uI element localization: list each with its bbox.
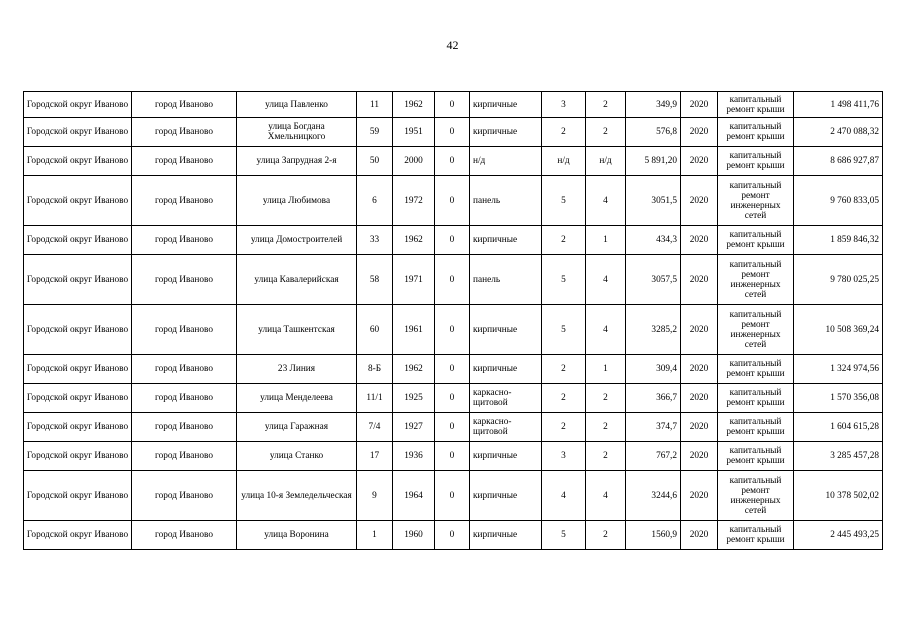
plan-year-cell: 2020	[681, 176, 718, 226]
build-year-cell: 1972	[393, 176, 435, 226]
street-cell: улица Станко	[237, 442, 357, 471]
area-cell: 309,4	[626, 355, 681, 384]
city-cell: город Иваново	[132, 384, 237, 413]
street-cell: улица Павленко	[237, 92, 357, 118]
district-cell: Городской округ Иваново	[24, 176, 132, 226]
entrances-cell: 2	[586, 384, 626, 413]
table-row	[24, 413, 883, 442]
zero-value-cell: 0	[435, 413, 470, 442]
area-cell: 3285,2	[626, 305, 681, 355]
wall-material-cell: кирпичные	[470, 305, 542, 355]
floors-cell: 5	[542, 176, 586, 226]
district-cell: Городской округ Иваново	[24, 92, 132, 118]
build-year-cell: 1925	[393, 384, 435, 413]
house-number-cell: 11/1	[357, 384, 393, 413]
plan-year-cell: 2020	[681, 521, 718, 550]
cost-cell: 1 324 974,56	[794, 355, 883, 384]
zero-value-cell: 0	[435, 226, 470, 255]
entrances-cell: 1	[586, 355, 626, 384]
plan-year-cell: 2020	[681, 226, 718, 255]
table-row	[24, 226, 883, 255]
entrances-cell: н/д	[586, 147, 626, 176]
cost-cell: 1 604 615,28	[794, 413, 883, 442]
work-type-cell: капитальный ремонт инженерных сетей	[718, 305, 794, 355]
house-number-cell: 58	[357, 255, 393, 305]
district-cell: Городской округ Иваново	[24, 471, 132, 521]
cost-cell: 1 498 411,76	[794, 92, 883, 118]
build-year-cell: 1962	[393, 355, 435, 384]
build-year-cell: 1951	[393, 118, 435, 147]
zero-value-cell: 0	[435, 92, 470, 118]
floors-cell: 2	[542, 384, 586, 413]
wall-material-cell: кирпичные	[470, 355, 542, 384]
plan-year-cell: 2020	[681, 442, 718, 471]
district-cell: Городской округ Иваново	[24, 521, 132, 550]
build-year-cell: 1927	[393, 413, 435, 442]
street-cell: улица Гаражная	[237, 413, 357, 442]
zero-value-cell: 0	[435, 442, 470, 471]
house-number-cell: 50	[357, 147, 393, 176]
area-cell: 374,7	[626, 413, 681, 442]
zero-value-cell: 0	[435, 521, 470, 550]
table-row	[24, 305, 883, 355]
area-cell: 366,7	[626, 384, 681, 413]
build-year-cell: 1960	[393, 521, 435, 550]
district-cell: Городской округ Иваново	[24, 384, 132, 413]
area-cell: 349,9	[626, 92, 681, 118]
cost-cell: 8 686 927,87	[794, 147, 883, 176]
build-year-cell: 1962	[393, 92, 435, 118]
floors-cell: 5	[542, 255, 586, 305]
city-cell: город Иваново	[132, 521, 237, 550]
entrances-cell: 4	[586, 176, 626, 226]
street-cell: улица Домостроителей	[237, 226, 357, 255]
area-cell: 3057,5	[626, 255, 681, 305]
house-number-cell: 1	[357, 521, 393, 550]
work-type-cell: капитальный ремонт инженерных сетей	[718, 471, 794, 521]
plan-year-cell: 2020	[681, 384, 718, 413]
street-cell: улица Ташкентская	[237, 305, 357, 355]
cost-cell: 1 570 356,08	[794, 384, 883, 413]
table-row	[24, 255, 883, 305]
city-cell: город Иваново	[132, 442, 237, 471]
cost-cell: 2 470 088,32	[794, 118, 883, 147]
house-number-cell: 17	[357, 442, 393, 471]
entrances-cell: 4	[586, 255, 626, 305]
plan-year-cell: 2020	[681, 471, 718, 521]
table-row	[24, 521, 883, 550]
street-cell: улица Кавалерийская	[237, 255, 357, 305]
repair-register-table	[23, 91, 883, 550]
floors-cell: 4	[542, 471, 586, 521]
district-cell: Городской округ Иваново	[24, 255, 132, 305]
wall-material-cell: н/д	[470, 147, 542, 176]
floors-cell: 5	[542, 305, 586, 355]
entrances-cell: 2	[586, 442, 626, 471]
wall-material-cell: кирпичные	[470, 118, 542, 147]
house-number-cell: 60	[357, 305, 393, 355]
wall-material-cell: панель	[470, 255, 542, 305]
city-cell: город Иваново	[132, 118, 237, 147]
city-cell: город Иваново	[132, 176, 237, 226]
street-cell: улица 10-я Земледельческая	[237, 471, 357, 521]
build-year-cell: 1961	[393, 305, 435, 355]
entrances-cell: 1	[586, 226, 626, 255]
street-cell: 23 Линия	[237, 355, 357, 384]
work-type-cell: капитальный ремонт крыши	[718, 355, 794, 384]
table-row	[24, 176, 883, 226]
work-type-cell: капитальный ремонт крыши	[718, 442, 794, 471]
district-cell: Городской округ Иваново	[24, 355, 132, 384]
city-cell: город Иваново	[132, 147, 237, 176]
district-cell: Городской округ Иваново	[24, 118, 132, 147]
cost-cell: 9 760 833,05	[794, 176, 883, 226]
zero-value-cell: 0	[435, 471, 470, 521]
work-type-cell: капитальный ремонт крыши	[718, 521, 794, 550]
entrances-cell: 2	[586, 521, 626, 550]
table-row	[24, 147, 883, 176]
house-number-cell: 59	[357, 118, 393, 147]
table-row	[24, 471, 883, 521]
city-cell: город Иваново	[132, 305, 237, 355]
plan-year-cell: 2020	[681, 92, 718, 118]
build-year-cell: 1964	[393, 471, 435, 521]
build-year-cell: 1971	[393, 255, 435, 305]
zero-value-cell: 0	[435, 118, 470, 147]
floors-cell: 2	[542, 118, 586, 147]
entrances-cell: 4	[586, 471, 626, 521]
cost-cell: 10 378 502,02	[794, 471, 883, 521]
area-cell: 5 891,20	[626, 147, 681, 176]
floors-cell: н/д	[542, 147, 586, 176]
floors-cell: 2	[542, 413, 586, 442]
zero-value-cell: 0	[435, 255, 470, 305]
cost-cell: 10 508 369,24	[794, 305, 883, 355]
street-cell: улица Любимова	[237, 176, 357, 226]
city-cell: город Иваново	[132, 355, 237, 384]
city-cell: город Иваново	[132, 471, 237, 521]
floors-cell: 2	[542, 355, 586, 384]
zero-value-cell: 0	[435, 355, 470, 384]
work-type-cell: капитальный ремонт крыши	[718, 147, 794, 176]
district-cell: Городской округ Иваново	[24, 305, 132, 355]
build-year-cell: 2000	[393, 147, 435, 176]
wall-material-cell: кирпичные	[470, 471, 542, 521]
floors-cell: 3	[542, 442, 586, 471]
district-cell: Городской округ Иваново	[24, 226, 132, 255]
work-type-cell: капитальный ремонт крыши	[718, 118, 794, 147]
wall-material-cell: кирпичные	[470, 92, 542, 118]
zero-value-cell: 0	[435, 176, 470, 226]
cost-cell: 3 285 457,28	[794, 442, 883, 471]
zero-value-cell: 0	[435, 305, 470, 355]
house-number-cell: 33	[357, 226, 393, 255]
district-cell: Городской округ Иваново	[24, 147, 132, 176]
page-number: 42	[446, 38, 459, 52]
work-type-cell: капитальный ремонт крыши	[718, 92, 794, 118]
district-cell: Городской округ Иваново	[24, 442, 132, 471]
floors-cell: 3	[542, 92, 586, 118]
table-body	[24, 92, 883, 550]
plan-year-cell: 2020	[681, 147, 718, 176]
build-year-cell: 1936	[393, 442, 435, 471]
area-cell: 434,3	[626, 226, 681, 255]
house-number-cell: 11	[357, 92, 393, 118]
table-row	[24, 355, 883, 384]
plan-year-cell: 2020	[681, 118, 718, 147]
work-type-cell: капитальный ремонт крыши	[718, 384, 794, 413]
build-year-cell: 1962	[393, 226, 435, 255]
street-cell: улица Менделеева	[237, 384, 357, 413]
area-cell: 576,8	[626, 118, 681, 147]
plan-year-cell: 2020	[681, 413, 718, 442]
wall-material-cell: каркасно-щитовой	[470, 413, 542, 442]
cost-cell: 2 445 493,25	[794, 521, 883, 550]
table-row	[24, 384, 883, 413]
city-cell: город Иваново	[132, 92, 237, 118]
work-type-cell: капитальный ремонт крыши	[718, 413, 794, 442]
cost-cell: 9 780 025,25	[794, 255, 883, 305]
work-type-cell: капитальный ремонт инженерных сетей	[718, 176, 794, 226]
city-cell: город Иваново	[132, 226, 237, 255]
zero-value-cell: 0	[435, 384, 470, 413]
entrances-cell: 2	[586, 92, 626, 118]
cost-cell: 1 859 846,32	[794, 226, 883, 255]
table-row	[24, 118, 883, 147]
entrances-cell: 2	[586, 413, 626, 442]
wall-material-cell: кирпичные	[470, 521, 542, 550]
work-type-cell: капитальный ремонт инженерных сетей	[718, 255, 794, 305]
area-cell: 3051,5	[626, 176, 681, 226]
floors-cell: 5	[542, 521, 586, 550]
plan-year-cell: 2020	[681, 255, 718, 305]
zero-value-cell: 0	[435, 147, 470, 176]
district-cell: Городской округ Иваново	[24, 413, 132, 442]
floors-cell: 2	[542, 226, 586, 255]
entrances-cell: 2	[586, 118, 626, 147]
wall-material-cell: кирпичные	[470, 226, 542, 255]
work-type-cell: капитальный ремонт крыши	[718, 226, 794, 255]
street-cell: улица Воронина	[237, 521, 357, 550]
wall-material-cell: панель	[470, 176, 542, 226]
area-cell: 3244,6	[626, 471, 681, 521]
plan-year-cell: 2020	[681, 355, 718, 384]
city-cell: город Иваново	[132, 413, 237, 442]
street-cell: улица Запрудная 2-я	[237, 147, 357, 176]
street-cell: улица Богдана Хмельницкого	[237, 118, 357, 147]
house-number-cell: 6	[357, 176, 393, 226]
house-number-cell: 7/4	[357, 413, 393, 442]
house-number-cell: 8-Б	[357, 355, 393, 384]
wall-material-cell: каркасно-щитовой	[470, 384, 542, 413]
house-number-cell: 9	[357, 471, 393, 521]
plan-year-cell: 2020	[681, 305, 718, 355]
area-cell: 767,2	[626, 442, 681, 471]
wall-material-cell: кирпичные	[470, 442, 542, 471]
area-cell: 1560,9	[626, 521, 681, 550]
city-cell: город Иваново	[132, 255, 237, 305]
table-row	[24, 442, 883, 471]
entrances-cell: 4	[586, 305, 626, 355]
table-row	[24, 92, 883, 118]
